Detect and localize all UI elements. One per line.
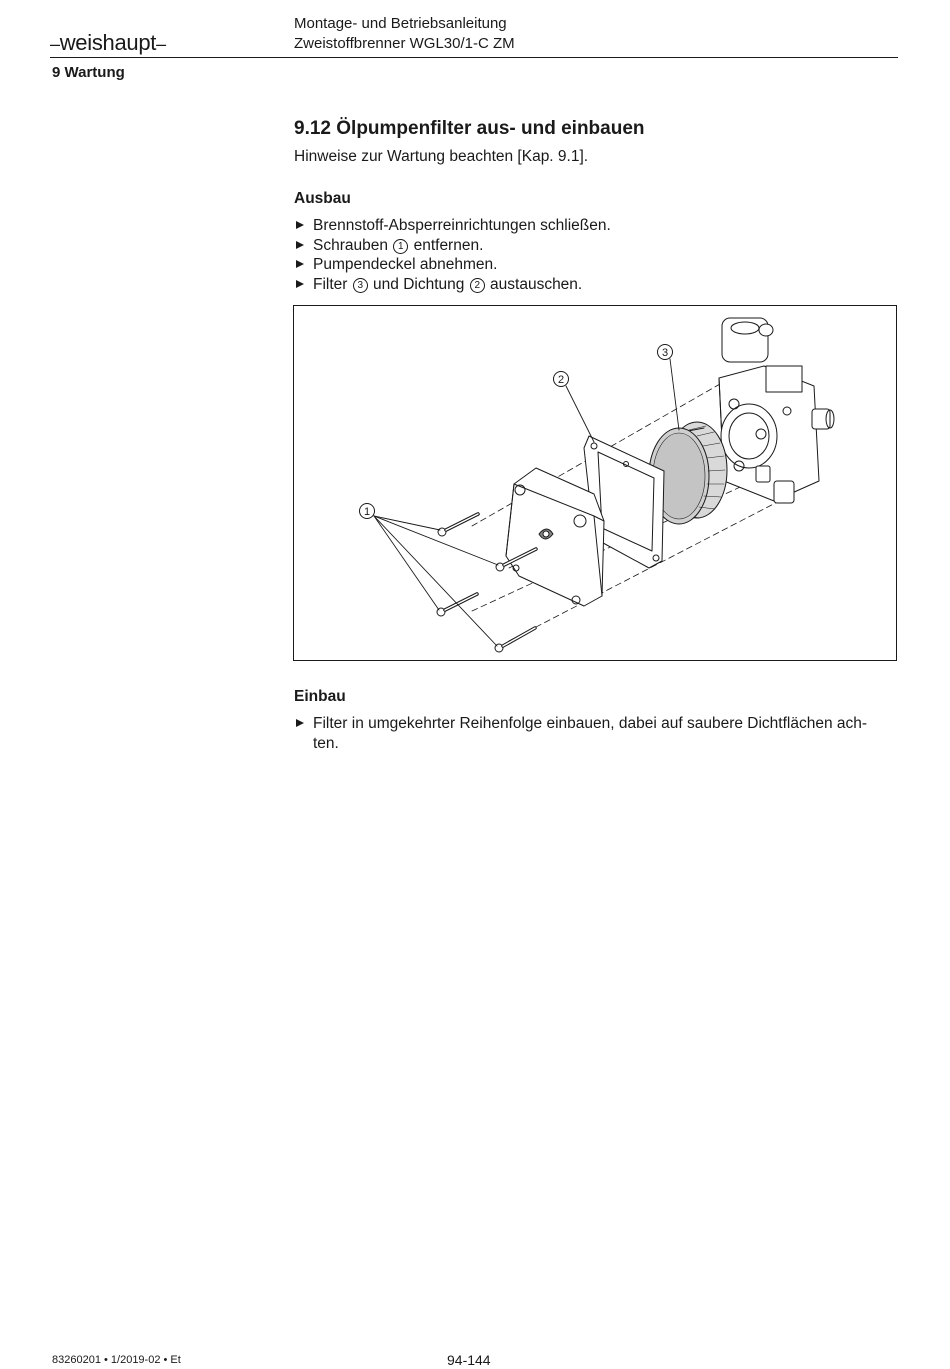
bullet-arrow-icon xyxy=(296,719,304,727)
section-title: 9.12 Ölpumpenfilter aus- und einbauen xyxy=(294,118,645,139)
screw-icon xyxy=(438,514,478,536)
callout-ref: 2 xyxy=(470,278,485,293)
list-item: Brennstoff-Absperreinrichtungen schließen. xyxy=(294,216,611,236)
bullet-arrow-icon xyxy=(296,280,304,288)
bullet-arrow-icon xyxy=(296,241,304,249)
oil-pump-body xyxy=(719,318,834,503)
page-number: 94-144 xyxy=(447,1352,491,1368)
einbau-heading: Einbau xyxy=(294,688,346,705)
callout-ref: 1 xyxy=(393,239,408,254)
list-item: Schrauben 1 entfernen. xyxy=(294,236,611,256)
document-title xyxy=(294,14,515,54)
exploded-view-figure xyxy=(293,305,897,661)
document-title-line1: Montage- und Betriebsanleitung xyxy=(294,15,507,32)
brand-logo: –weishaupt– xyxy=(50,30,166,55)
screw-icon xyxy=(495,628,535,652)
callout-2 xyxy=(554,372,569,387)
bullet-arrow-icon xyxy=(296,221,304,229)
header-divider xyxy=(50,57,898,58)
list-item: Filter in umgekehrter Reihenfolge einbauen, dabei auf saubere Dichtflächen ach- ten. xyxy=(294,714,898,753)
einbau-steps xyxy=(294,714,898,753)
svg-text:3: 3 xyxy=(661,347,669,359)
callout-ref: 3 xyxy=(353,278,368,293)
list-item: Pumpendeckel abnehmen. xyxy=(294,255,611,275)
bullet-arrow-icon xyxy=(296,260,304,268)
ausbau-heading: Ausbau xyxy=(294,190,351,207)
list-item: Filter 3 und Dichtung 2 austauschen. xyxy=(294,275,611,295)
svg-text:2: 2 xyxy=(557,374,565,386)
callout-3 xyxy=(658,345,673,360)
callout-1 xyxy=(360,504,375,519)
maintenance-hint: Hinweise zur Wartung beachten [Kap. 9.1]. xyxy=(294,148,589,165)
document-id: 83260201 • 1/2019-02 • Et xyxy=(52,1354,181,1366)
svg-text:1: 1 xyxy=(363,506,371,518)
ausbau-steps xyxy=(294,216,611,294)
chapter-label: 9 Wartung xyxy=(52,64,125,81)
screw-icon xyxy=(437,594,477,616)
document-title-line2: Zweistoffbrenner WGL30/1-C ZM xyxy=(294,35,515,52)
